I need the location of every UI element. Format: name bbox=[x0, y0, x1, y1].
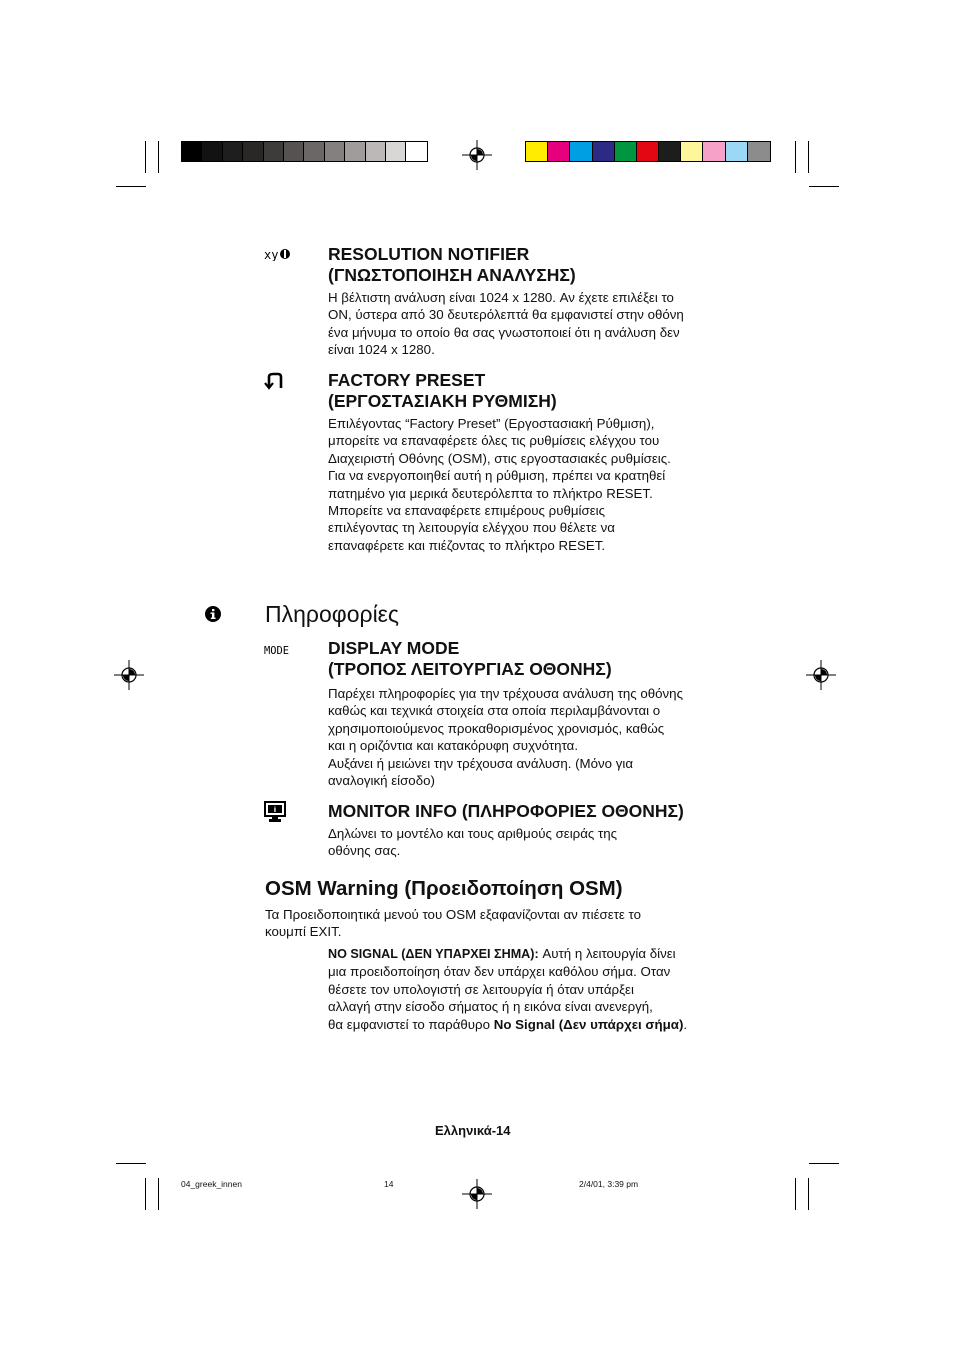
crop-mark bbox=[116, 186, 146, 187]
mode-icon-text: MODE bbox=[264, 644, 289, 656]
color-swatch bbox=[223, 142, 243, 161]
color-swatch bbox=[637, 142, 659, 161]
crop-mark bbox=[158, 141, 159, 173]
heading-line: (ΕΡΓΟΣΤΑΣΙΑΚΗ ΡΥΘΜΙΣΗ) bbox=[328, 391, 557, 411]
color-swatch bbox=[681, 142, 703, 161]
color-swatch bbox=[325, 142, 345, 161]
no-signal-paragraph bbox=[328, 945, 758, 1033]
color-swatch bbox=[182, 142, 202, 161]
monitor-info-body bbox=[328, 825, 758, 860]
osm-warning-title: OSM Warning (Προειδοποίηση OSM) bbox=[265, 877, 623, 900]
crop-mark bbox=[145, 141, 146, 173]
no-signal-first-line: Αυτή η λειτουργία δίνει bbox=[538, 946, 676, 961]
body-line: ON, ύστερα από 30 δευτερόλεπτά θα εμφανιστεί στην οθόνη bbox=[328, 307, 684, 323]
heading-line: (ΤΡΟΠΟΣ ΛΕΙΤΟΥΡΓΙΑΣ ΟΘΟΝΗΣ) bbox=[328, 659, 612, 679]
footer-page: 14 bbox=[384, 1179, 394, 1189]
crop-mark bbox=[158, 1178, 159, 1210]
color-swatch bbox=[593, 142, 615, 161]
body-line: Τα Προειδοποιητικά μενού του OSM εξαφανίζονται αν πιέσετε το bbox=[265, 907, 641, 922]
osm-warning-intro bbox=[265, 906, 695, 941]
color-swatch bbox=[284, 142, 304, 161]
body-line: Αυξάνει ή μειώνει την τρέχουσα ανάλυση. (Μόνο για bbox=[328, 755, 634, 771]
page-number: Ελληνικά-14 bbox=[435, 1123, 511, 1138]
crop-mark bbox=[808, 1178, 809, 1210]
body-line bbox=[328, 1016, 758, 1033]
resolution-notifier-body bbox=[328, 289, 758, 359]
body-line: Μπορείτε να επαναφέρετε επιμέρους ρυθμίσεις bbox=[328, 503, 605, 519]
body-line: Για να ενεργοποιηθεί αυτή η ρύθμιση, πρέπει να κρατηθεί bbox=[328, 468, 666, 484]
display-mode-heading bbox=[328, 638, 612, 680]
color-swatch bbox=[243, 142, 263, 161]
color-swatch bbox=[726, 142, 748, 161]
color-calibration-bar bbox=[525, 141, 771, 162]
body-line: μια προειδοποίηση όταν δεν υπάρχει καθόλου σήμα. Οταν bbox=[328, 964, 671, 980]
body-line: μπορείτε να επαναφέρετε όλες τις ρυθμίσεις ελέγχου του bbox=[328, 433, 660, 449]
crop-mark bbox=[808, 141, 809, 173]
crop-mark bbox=[809, 1163, 839, 1164]
body-line: Παρέχει πληροφορίες για την τρέχουσα ανάλυση της οθόνης bbox=[328, 686, 683, 701]
information-section-title: Πληροφορίες bbox=[265, 601, 400, 627]
factory-preset-icon bbox=[264, 372, 284, 390]
color-swatch bbox=[659, 142, 681, 161]
body-line: Διαχειριστή Οθόνης (OSM), στις εργοστασιακές ρυθμίσεις. bbox=[328, 450, 671, 466]
grayscale-calibration-bar bbox=[181, 141, 428, 162]
body-line: και η οριζόντια και κατακόρυφη συχνότητα. bbox=[328, 738, 579, 754]
crop-mark bbox=[795, 141, 796, 173]
footer-date: 2/4/01, 3:39 pm bbox=[579, 1179, 639, 1189]
color-swatch bbox=[526, 142, 548, 161]
heading-line: FACTORY PRESET bbox=[328, 370, 486, 390]
heading-line: RESOLUTION NOTIFIER bbox=[328, 244, 530, 264]
display-mode-body bbox=[328, 685, 758, 789]
no-signal-window-name: No Signal (Δεν υπάρχει σήμα) bbox=[493, 1016, 684, 1032]
body-line: αλλαγή στην είσοδο σήματος ή η εικόνα είναι ανενεργή, bbox=[328, 999, 653, 1015]
heading-line: (ΓΝΩΣΤΟΠΟΙΗΣΗ ΑΝΑΛΥΣΗΣ) bbox=[328, 265, 576, 285]
body-line: είναι 1024 x 1280. bbox=[328, 342, 435, 358]
body-line: οθόνης σας. bbox=[328, 843, 401, 859]
body-line: ένα μήνυμα το οποίο θα σας γνωστοποιεί ότι η ανάλυση δεν bbox=[328, 324, 680, 340]
body-line: Δηλώνει το μοντέλο και τους αριθμούς σειράς της bbox=[328, 826, 618, 841]
color-swatch bbox=[202, 142, 222, 161]
last-line-suffix: . bbox=[683, 1016, 688, 1032]
color-swatch bbox=[570, 142, 592, 161]
body-line: Επιλέγοντας “Factory Preset” (Εργοστασιακή Ρύθμιση), bbox=[328, 416, 655, 431]
color-swatch bbox=[615, 142, 637, 161]
body-line: καθώς και τεχνικά στοιχεία στα οποία περιλαμβάνονται ο bbox=[328, 703, 661, 719]
color-swatch bbox=[304, 142, 324, 161]
crop-mark bbox=[145, 1178, 146, 1210]
svg-text:xy: xy bbox=[264, 248, 279, 261]
registration-mark-icon bbox=[462, 140, 492, 170]
color-swatch bbox=[748, 142, 770, 161]
crop-mark bbox=[795, 1178, 796, 1210]
body-line: χρησιμοποιούμενος προκαθορισμένος χρονισμός, καθώς bbox=[328, 720, 665, 736]
color-swatch bbox=[386, 142, 406, 161]
body-line: επαναφέρετε και πιέζοντας το πλήκτρο RESET. bbox=[328, 537, 606, 553]
information-icon bbox=[205, 606, 221, 622]
resolution-notifier-heading bbox=[328, 244, 576, 286]
body-line: πατημένο για μερικά δευτερόλεπτα το πλήκτρο RESET. bbox=[328, 485, 653, 501]
body-line: επιλέγοντας τη λειτουργία ελέγχου που θέλετε να bbox=[328, 520, 615, 536]
registration-mark-icon bbox=[806, 660, 836, 690]
monitor-info-icon bbox=[264, 801, 286, 823]
svg-text:i: i bbox=[273, 806, 277, 814]
heading-line: DISPLAY MODE bbox=[328, 638, 460, 658]
color-swatch bbox=[366, 142, 386, 161]
footer-file-name: 04_greek_innen bbox=[181, 1179, 242, 1189]
resolution-notifier-icon bbox=[264, 247, 290, 261]
body-line bbox=[328, 945, 758, 963]
monitor-info-heading: MONITOR INFO (ΠΛΗΡΟΦΟΡΙΕΣ ΟΘΟΝΗΣ) bbox=[328, 801, 684, 821]
color-swatch bbox=[406, 142, 426, 161]
factory-preset-heading bbox=[328, 370, 557, 412]
registration-mark-icon bbox=[114, 660, 144, 690]
registration-mark-icon bbox=[462, 1179, 492, 1209]
color-swatch bbox=[548, 142, 570, 161]
body-line: θέσετε τον υπολογιστή σε λειτουργία ή όταν υπάρξει bbox=[328, 981, 634, 997]
body-line: αναλογική είσοδο) bbox=[328, 773, 435, 789]
body-line: κουμπί EXIT. bbox=[265, 924, 342, 940]
color-swatch bbox=[345, 142, 365, 161]
crop-mark bbox=[809, 186, 839, 187]
no-signal-label: NO SIGNAL (ΔΕΝ ΥΠΑΡΧΕΙ ΣΗΜΑ): bbox=[328, 947, 539, 961]
color-swatch bbox=[264, 142, 284, 161]
last-line-prefix: θα εμφανιστεί το παράθυρο bbox=[328, 1016, 494, 1032]
crop-mark bbox=[116, 1163, 146, 1164]
body-line: Η βέλτιστη ανάλυση είναι 1024 x 1280. Αν έχετε επιλέξει το bbox=[328, 290, 674, 305]
factory-preset-body bbox=[328, 415, 758, 554]
display-mode-icon bbox=[264, 643, 290, 656]
color-swatch bbox=[703, 142, 725, 161]
